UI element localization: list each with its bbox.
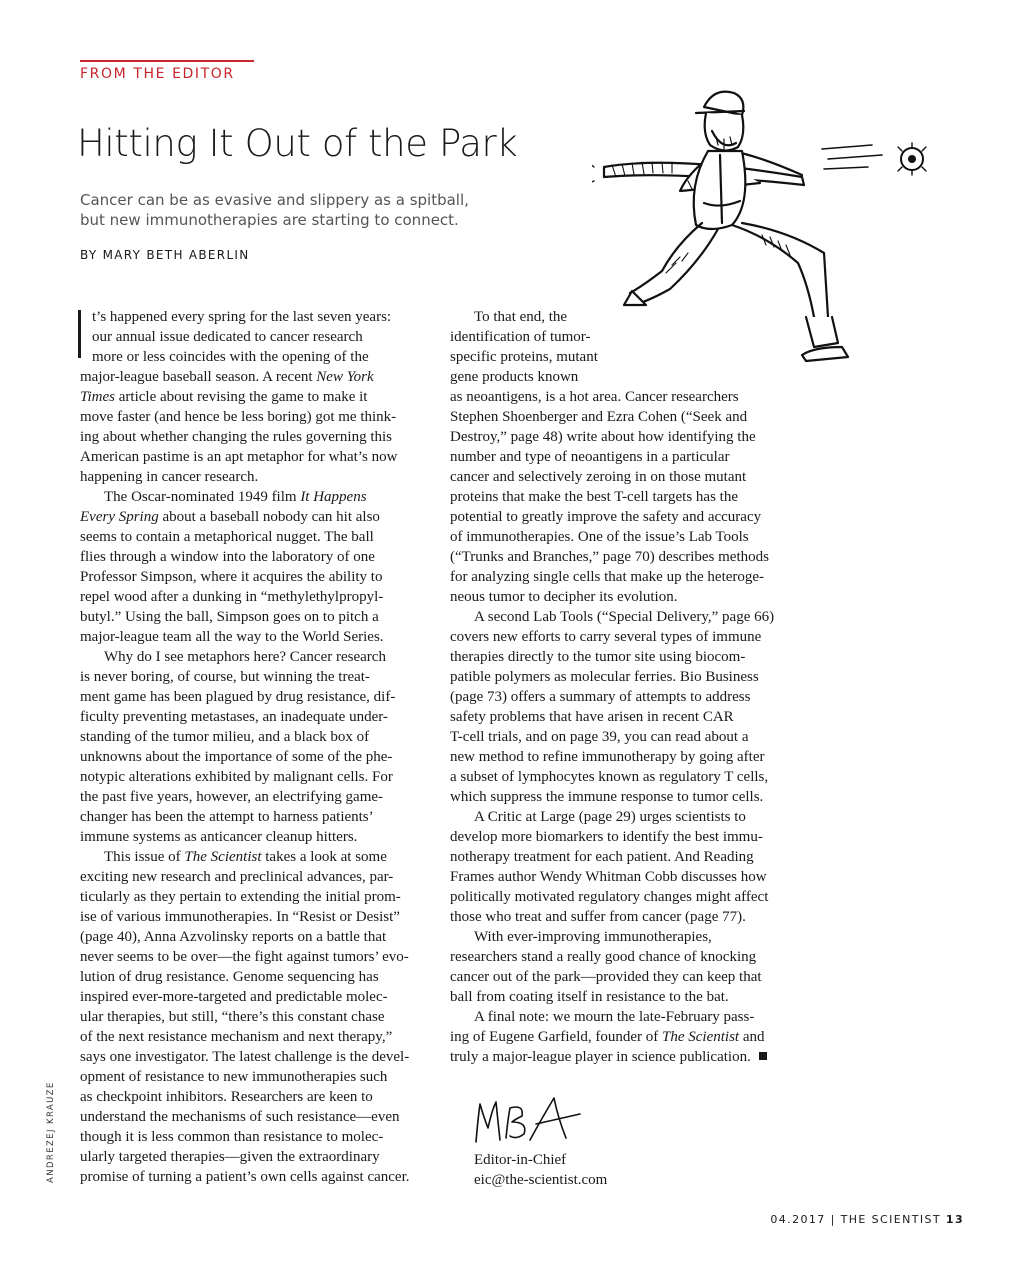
text-line: (“Trunks and Branches,” page 70) describes methods [450,549,769,565]
text-line: notherapy treatment for each patient. And Reading [450,849,754,865]
text-line: more or less coincides with the opening of the [92,349,369,365]
text-line: number and type of neoantigens in a particular [450,449,730,465]
article-column-right [450,307,800,1067]
text-line: unknowns about the importance of some of the phe- [80,749,393,765]
illustration-credit: ANDREZEJ KRAUZE [46,1081,56,1183]
deck-line: but new immunotherapies are starting to connect. [80,211,459,229]
text-line: those who treat and suffer from cancer (page 77). [450,909,746,925]
text-line: therapies directly to the tumor site using biocom- [450,649,746,665]
text-line: lution of drug resistance. Genome sequencing has [80,969,379,985]
publication-name: The Scientist [662,1029,740,1045]
text-line: A final note: we mourn the late-February pass- [474,1009,755,1025]
text-line: repel wood after a dunking in “methylethylpropyl- [80,589,384,605]
text-line: new method to refine immunotherapy by going after [450,749,765,765]
text-line: as checkpoint inhibitors. Researchers are keen to [80,1089,373,1105]
text-line: potential to greatly improve the safety and accuracy [450,509,762,525]
text-line: as neoantigens, is a hot area. Cancer researchers [450,389,739,405]
text-line: butyl.” Using the ball, Simpson goes on to pitch a [80,609,379,625]
text-line: cancer and selectively zeroing in on those mutant [450,469,747,485]
text-line: major-league team all the way to the World Series. [80,629,384,645]
folio-date: 04.2017 [770,1213,826,1226]
text-line: the past five years, however, an electrifying game- [80,789,384,805]
text-line: patible polymers as molecular ferries. Bio Business [450,669,759,685]
signature-email: eic@the-scientist.com [474,1172,608,1188]
text-line: ticularly as they pertain to extending the initial prom- [80,889,401,905]
text-line: Professor Simpson, where it acquires the ability to [80,569,383,585]
text-line: truly a major-league player in science publication. [450,1047,800,1067]
folio-separator: | [830,1213,836,1226]
text-line: This issue of The Scientist takes a look at some [104,849,387,865]
text-line: cancer out of the park—provided they can keep that [450,969,762,985]
text-line: Destroy,” page 48) write about how identifying the [450,429,756,445]
text-line: seems to contain a metaphorical nugget. The ball [80,529,374,545]
signature-mark [470,1088,590,1148]
text-line: researchers stand a really good chance of knocking [450,949,757,965]
text-line: our annual issue dedicated to cancer research [92,329,363,345]
text-line: ball from coating itself in resistance to the bat. [450,989,729,1005]
text-line: t’s happened every spring for the last seven years: [92,309,392,325]
deck-line: Cancer can be as evasive and slippery as a spitball, [80,191,469,209]
text-line: for analyzing single cells that make up the heteroge- [450,569,765,585]
section-rule [80,60,254,62]
text-line: (page 40), Anna Azvolinsky reports on a battle that [80,929,387,945]
publication-name: New York [316,369,374,385]
text-line: ise of various immunotherapies. In “Resist or Desist” [80,909,400,925]
text-line: immune systems as anticancer cleanup hitters. [80,829,358,845]
text-line: of the next resistance mechanism and next therapy,” [80,1029,393,1045]
text-line: ular therapies, but still, “there’s this constant chase [80,1009,385,1025]
text-line: The Oscar-nominated 1949 film It Happens [104,489,367,505]
text-line: is never boring, of course, but winning the treat- [80,669,370,685]
text-line: promise of turning a patient’s own cells against cancer. [80,1169,410,1185]
text-line: A Critic at Large (page 29) urges scientists to [474,809,746,825]
text-line: changer has been the attempt to harness patients’ [80,809,374,825]
text-line: Every Spring about a baseball nobody can hit also [80,509,380,525]
text-line: With ever-improving immunotherapies, [474,929,712,945]
text-line: major-league baseball season. A recent New York [80,369,374,385]
text-line: ing about whether changing the rules governing this [80,429,393,445]
publication-name: The Scientist [184,849,262,865]
page-number: 13 [945,1213,964,1226]
text-line: opment of resistance to new immunotherapies such [80,1069,388,1085]
text-line: ficulty preventing metastases, an inadequate under- [80,709,388,725]
text-line: notypic alterations exhibited by malignant cells. For [80,769,393,785]
text-line: Frames author Wendy Whitman Cobb discusses how [450,869,767,885]
folio-publication: THE SCIENTIST [840,1213,941,1226]
text-line: ing of Eugene Garfield, founder of The Scientist and [450,1029,765,1045]
text-line: a subset of lymphocytes known as regulatory T cells, [450,769,769,785]
signature-title: Editor-in-Chief [474,1152,567,1168]
text-line: (page 73) offers a summary of attempts to address [450,689,751,705]
text-line: Times article about revising the game to make it [80,389,368,405]
text-line: though it is less common than resistance to molec- [80,1129,384,1145]
baseball-icon [898,143,926,175]
text-line: which suppress the immune response to tumor cells. [450,789,764,805]
text-line: identification of tumor- [450,329,591,345]
text-line: flies through a window into the laboratory of one [80,549,375,565]
film-title: It Happens [300,489,367,505]
text-line: safety problems that have arisen in recent CAR [450,709,734,725]
text-line: American pastime is an apt metaphor for what’s now [80,449,398,465]
text-line: of immunotherapies. One of the issue’s Lab Tools [450,529,749,545]
text-line: ularly targeted therapies—given the extraordinary [80,1149,380,1165]
page-folio [770,1213,964,1226]
film-title: Every Spring [80,509,159,525]
section-label: FROM THE EDITOR [80,66,235,82]
article-column-left [80,307,432,1187]
article-deck [80,190,540,230]
text-line: To that end, the [474,309,568,325]
text-line: says one investigator. The latest challenge is the devel- [80,1049,410,1065]
text-line: move faster (and hence be less boring) got me think- [80,409,397,425]
byline: BY MARY BETH ABERLIN [80,248,250,262]
text-line: proteins that make the best T-cell targets has the [450,489,738,505]
text-line: never seems to be over—the fight against tumors’ evo- [80,949,409,965]
text-line: gene products known [450,369,579,385]
text-line: T-cell trials, and on page 39, you can read about a [450,729,749,745]
text-line: specific proteins, mutant [450,349,598,365]
text-line: Why do I see metaphors here? Cancer research [104,649,386,665]
text-line: covers new efforts to carry several types of immune [450,629,762,645]
text-line: A second Lab Tools (“Special Delivery,” page 66) [474,609,775,625]
publication-name: Times [80,389,116,405]
article-title: Hitting It Out of the Park [77,122,518,165]
text-line: Stephen Shoenberger and Ezra Cohen (“Seek and [450,409,748,425]
text-line: standing of the tumor milieu, and a black box of [80,729,370,745]
text-line: develop more biomarkers to identify the best immu- [450,829,763,845]
text-line: happening in cancer research. [80,469,259,485]
text-line: exciting new research and preclinical advances, par- [80,869,394,885]
end-mark-icon [759,1052,767,1060]
text-line: neous tumor to decipher its evolution. [450,589,678,605]
text-line: inspired ever-more-targeted and predictable molec- [80,989,388,1005]
text-line: ment game has been plagued by drug resistance, dif- [80,689,396,705]
text-line: politically motivated regulatory changes might affect [450,889,769,905]
text-line: understand the mechanisms of such resistance—even [80,1109,400,1125]
